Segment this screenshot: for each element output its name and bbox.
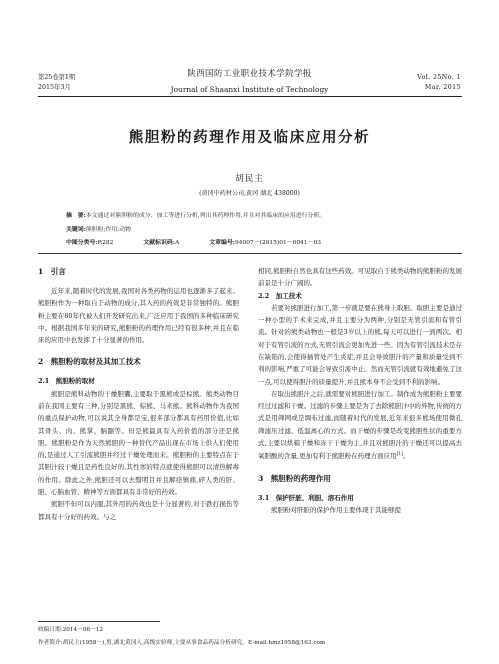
author-name: 胡民主 <box>235 174 264 184</box>
paragraph-text: 在取出熊胆汁之后,就需要对熊胆进行加工。制作成为熊胆粉主要要经过过滤和干燥。过滤的步骤主要是为了去除熊胆汁中的异物,传统的方式是用筛网或是绸布过滤,而随着时代的发展,近年来很多熊场使用微孔筛滤压过滤、低温离心的方式。而干燥的步骤是改变熊胆性状的重要方式,主要以烘箱干燥和冻干干燥为主,并且对熊胆汁的干燥还可以提高去氧胆酸的含量,更加有利于熊胆粉在药理方面应用 <box>258 389 462 461</box>
article-no-label: 文章编号: <box>209 239 235 246</box>
volume-issue-en: Vol. 25No. 1 <box>417 74 461 81</box>
keywords-text: 熊胆粉;作用;动物 <box>85 227 132 233</box>
paragraph: 熊胆粉对肝脏的保护作用主要体现于其能够提 <box>271 505 401 514</box>
abstract <box>66 211 325 221</box>
doc-code-value: A <box>174 240 180 246</box>
clc-label: 中图分类号: <box>66 239 98 246</box>
journal-name-cn: 陕西国防工业职业技术学院学报 <box>187 69 312 79</box>
citation-ref: [1] <box>396 452 403 458</box>
journal-name-en: Journal of Shaanxi Institute of Technology <box>170 85 329 94</box>
paragraph: 若要对熊胆进行加工,第一步就是要在熊身上取胆。取胆主要是通过一种小型的手术来完成,并且主要分为两种,分别是无管引流和有管引流。针对的熊类动物也一般是3岁以上的熊,每天可以进行一到两次。相对于有管引流的方式,无管引流会更加先进一些。因为有管引流技术是存在缺陷的,会使得插管处产生炎症,并且会导致胆汁的产量和质量受到不利的影响,严重了可能会导致引流中止。然而无管引流就有效地避免了这一点,可以使得胆汁的质量提升,并且熊本身不会受到不利的影响。 <box>258 303 462 386</box>
header-rule <box>38 96 462 97</box>
paragraph-end: 。 <box>402 452 410 461</box>
section-heading-materials: 2 熊胆粉的取材及其加工技术 <box>38 357 141 367</box>
paragraph <box>258 388 462 463</box>
body-column-left <box>38 265 239 523</box>
publication-date-en: Mar. 2015 <box>424 84 461 91</box>
keywords <box>66 225 131 235</box>
section-heading-introduction: 1 引言 <box>38 267 66 276</box>
paragraph: 相同,熊胆粉自然也具有这些药效。可见取自于熊类动物的熊胆粉的发展前景是十分广阔的。 <box>258 267 462 288</box>
subsection-heading: 2.2 加工技术 <box>258 291 302 300</box>
article-no-value: 94007－(2015)01－0041－03 <box>234 240 321 246</box>
article-title: 熊胆粉的药理作用及临床应用分析 <box>128 129 371 146</box>
clc-value: R282 <box>97 240 114 246</box>
paragraph: 熊胆是熊科动物的干燥胆囊,主要取于黑熊或是棕熊。熊类动物目前在我国主要有三种,分别是黑熊、棕熊、马来熊。熊科动物作为我国的重点保护动物,可以说其全身都是宝,很多部分都具有药用价值,比如其骨头、肉、熊掌、脑髓等。但是熊最具有入药价值的部分还是熊胆。熊胆粉是作为天然熊胆的一种替代产品出现在市场上供人们使用的,是通过人工引流熊胆并经过干燥处理而来。熊胆粉的主要特点在于其胆汁较干燥且是药性良好的,其性寒的特点就使得熊胆可以清热解毒的作用。除此之外,熊胆还可以去翳明目并且解痉镇痛,碎人类的肝、胆、心脑血管、精神等方面都具有非常好的药效。 <box>38 389 239 496</box>
journal-issue-info-en <box>417 73 461 93</box>
subsection-heading: 3.1 保护肝脏、利胆、溶石作用 <box>258 493 354 502</box>
publication-date: 2015年3月 <box>38 84 71 91</box>
abstract-rule <box>38 253 462 254</box>
body-column-right <box>258 265 462 516</box>
volume-issue: 第25卷第1期 <box>38 74 76 81</box>
abstract-text: 本文通过对熊胆粉的成分、加工等进行分析,列出其药理作用,并且对其临床的应用进行分析。 <box>85 213 326 219</box>
keywords-label: 关键词: <box>66 226 86 233</box>
paragraph: 熊胆不但可以内服,其外用的药效也是十分显著的,对于跌打损伤等都具有十分好的药效。与之 <box>38 500 239 521</box>
received-date: 收稿日期:2014－06－12 <box>38 627 103 633</box>
paragraph: 近年来,随着时代的发展,我国对各类药物的运用也逐渐多了起来。熊胆粉作为一种取自于动物的成分,其入药的药效是非常独特的。熊胆粉主要在80年代被人们开发研究出来,广泛应用于我国的多种临床研究中。根据我国多年来的研究,熊胆粉的药理作用已经有很多种,并且在临床的应用中也发挥了十分显著的作用。 <box>38 287 239 345</box>
author-affiliation: (黄冈中药材公司,黄冈 湖北 438000) <box>199 190 300 197</box>
section-heading-pharmacology: 3 熊胆粉的药理作用 <box>258 473 331 483</box>
footnote-rule <box>38 621 160 622</box>
doc-code-label: 文献标识码: <box>143 239 175 246</box>
classification-line <box>66 238 321 248</box>
author-bio: 作者简介:胡民主(1958－),男,湖北黄冈人,高级实验师,主要从事食品药品分析研究。E-mail hmz1958@163.com <box>38 640 326 646</box>
subsection-heading: 2.1 熊胆粉的取材 <box>38 377 95 386</box>
abstract-label: 摘 要: <box>66 212 86 219</box>
